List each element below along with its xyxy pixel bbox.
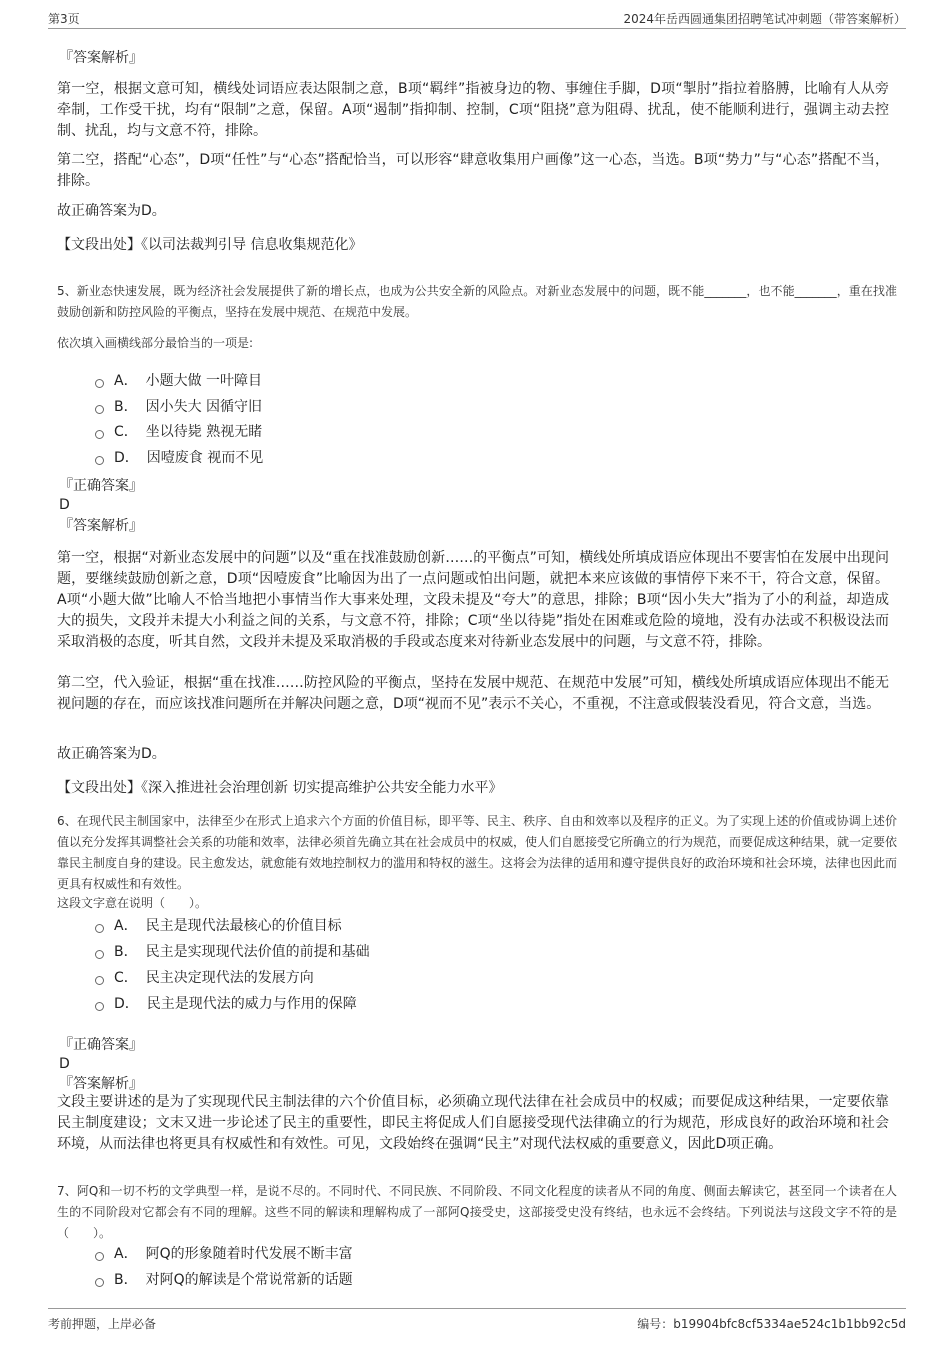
q6-option-c[interactable]: C． 民主决定现代法的发展方向 bbox=[95, 967, 314, 989]
q7-stem: 7、阿Q和一切不朽的文学典型一样，是说不尽的。不同时代、不同民族、不同阶段、不同文化程度的读者从不同的角度、侧面去解读它，甚至同一个读者在人生的不同阶段对它都会有不同的理解。这些不同的解读和理解构成了一部阿Q接受史，这部接受史没有终结，也永远不会终结。下列说法与这段文字不符的是（ ）。 bbox=[57, 1184, 897, 1240]
q5-conclusion: 故正确答案为D。 bbox=[57, 746, 166, 762]
q6-prompt: 这段文字意在说明（ ）。 bbox=[57, 896, 208, 910]
q4-analysis-paragraph-2: 第二空，搭配“心态”，D项“任性”与“心态”搭配恰当，可以形容“肆意收集用户画像”这一心态，当选。B项“势力”与“心态”搭配不当，排除。 bbox=[57, 152, 889, 189]
radio-icon[interactable] bbox=[95, 1002, 104, 1011]
q6-option-d[interactable]: D． 民主是现代法的威力与作用的保障 bbox=[95, 993, 357, 1015]
page-footer bbox=[48, 1308, 906, 1335]
radio-icon[interactable] bbox=[95, 1252, 104, 1261]
q5-prompt: 依次填入画横线部分最恰当的一项是: bbox=[57, 336, 254, 350]
radio-icon[interactable] bbox=[95, 405, 104, 414]
radio-icon[interactable] bbox=[95, 430, 104, 439]
q5-option-d[interactable]: D． 因噎废食 视而不见 bbox=[95, 447, 263, 469]
q5-analysis-paragraph-1: 第一空，根据“对新业态发展中的问题”以及“重在找准鼓励创新……的平衡点”可知，横线处所填成语应体现出不要害怕在发展中出现问题，要继续鼓励创新之意，D项“因噎废食”比喻因为出了一点问题或怕出问题，就把本来应该做的事情停下来不干，符合文意，保留。A项“小题大做”比喻人不恰当地把小事情当作大事来处理，文段未提及“夸大”的意思，排除；B项“因小失大”指为了小的利益，却造成大的损失，文段并未提大小利益之间的关系，与文意不符，排除；C项“坐以待毙”指处在困难或危险的境地，没有办法或不积极设法而采取消极的态度，听其自然，文段并未提及采取消极的手段或态度来对待新业态发展中的问题，与文意不符，排除。 bbox=[57, 550, 889, 650]
q6-answer: D bbox=[59, 1056, 70, 1072]
q5-option-a[interactable]: A． 小题大做 一叶障目 bbox=[95, 370, 262, 392]
radio-icon[interactable] bbox=[95, 976, 104, 985]
q6-analysis-label: 『答案解析』 bbox=[59, 1076, 143, 1092]
q4-analysis-paragraph-1: 第一空，根据文意可知，横线处词语应表达限制之意，B项“羁绊”指被身边的物、事缠住手脚，D项“掣肘”指拉着胳膊，比喻有人从旁牵制，工作受干扰，均有“限制”之意，保留。A项“遏制”指抑制、控制，C项“阻挠”意为阻碍、扰乱，使不能顺利进行，强调主动去控制、扰乱，均与文意不符，排除。 bbox=[57, 81, 889, 139]
q6-analysis-paragraph: 文段主要讲述的是为了实现现代民主制法律的六个价值目标，必须确立现代法律在社会成员中的权威；而要促成这种结果，一定要依靠民主制度建设；文末又进一步论述了民主的重要性，即民主将促成人们自愿接受现代法律确立的行为规范，形成良好的政治环境和社会环境，从而法律也将更具有权威性和有效性。可见，文段始终在强调“民主”对现代法权威的重要意义，因此D项正确。 bbox=[57, 1094, 889, 1152]
q5-option-b[interactable]: B． 因小失大 因循守旧 bbox=[95, 396, 262, 418]
document-title: 2024年岳西圆通集团招聘笔试冲刺题（带答案解析） bbox=[623, 12, 906, 26]
q5-answer: D bbox=[59, 497, 70, 513]
radio-icon[interactable] bbox=[95, 950, 104, 959]
radio-icon[interactable] bbox=[95, 456, 104, 465]
document-id: 编号：b19904bfc8cf5334ae524c1b1bb92c5d bbox=[637, 1317, 906, 1331]
page-number: 第3页 bbox=[48, 12, 80, 26]
page-header bbox=[48, 8, 906, 29]
q5-option-c[interactable]: C． 坐以待毙 熟视无睹 bbox=[95, 421, 262, 443]
q5-analysis-label: 『答案解析』 bbox=[59, 518, 143, 534]
q5-stem: 5、新业态快速发展，既为经济社会发展提供了新的增长点，也成为公共安全新的风险点。对新业态发展中的问题，既不能_______，也不能_______，重在找准鼓励创新和防控风险的平衡点，坚持在发展中规范、在规范中发展。 bbox=[57, 284, 897, 319]
q7-option-a[interactable]: A． 阿Q的形象随着时代发展不断丰富 bbox=[95, 1243, 353, 1265]
q6-option-a[interactable]: A． 民主是现代法最核心的价值目标 bbox=[95, 915, 342, 937]
q6-answer-label: 『正确答案』 bbox=[59, 1037, 143, 1053]
q4-source: 【文段出处】《以司法裁判引导 信息收集规范化》 bbox=[57, 237, 363, 253]
radio-icon[interactable] bbox=[95, 1278, 104, 1287]
radio-icon[interactable] bbox=[95, 379, 104, 388]
footer-slogan: 考前押题，上岸必备 bbox=[48, 1317, 157, 1331]
q5-analysis-paragraph-2: 第二空，代入验证，根据“重在找准……防控风险的平衡点，坚持在发展中规范、在规范中发展”可知，横线处所填成语应体现出不能无视问题的存在，而应该找准问题所在并解决问题之意，D项“视而不见”表示不关心，不重视，不注意或假装没看见，符合文意，当选。 bbox=[57, 675, 889, 712]
q4-analysis-label: 『答案解析』 bbox=[59, 50, 143, 66]
q6-option-b[interactable]: B． 民主是实现现代法价值的前提和基础 bbox=[95, 941, 370, 963]
q6-stem: 6、在现代民主制国家中，法律至少在形式上追求六个方面的价值目标，即平等、民主、秩序、自由和效率以及程序的正义。为了实现上述的价值或协调上述价值以充分发挥其调整社会关系的功能和效率，法律必须首先确立其在社会成员中的权威，使人们自愿接受它所确立的行为规范，而要促成这种结果，就一定要依靠民主制度自身的建设。民主愈发达，就愈能有效地控制权力的滥用和特权的滋生。这将会为法律的适用和遵守提供良好的政治环境和社会环境，法律也因此而更具有权威性和有效性。 bbox=[57, 814, 898, 891]
q7-option-b[interactable]: B． 对阿Q的解读是个常说常新的话题 bbox=[95, 1269, 353, 1291]
q5-source: 【文段出处】《深入推进社会治理创新 切实提高维护公共安全能力水平》 bbox=[57, 780, 503, 796]
radio-icon[interactable] bbox=[95, 924, 104, 933]
q4-conclusion: 故正确答案为D。 bbox=[57, 203, 166, 219]
q5-answer-label: 『正确答案』 bbox=[59, 478, 143, 494]
